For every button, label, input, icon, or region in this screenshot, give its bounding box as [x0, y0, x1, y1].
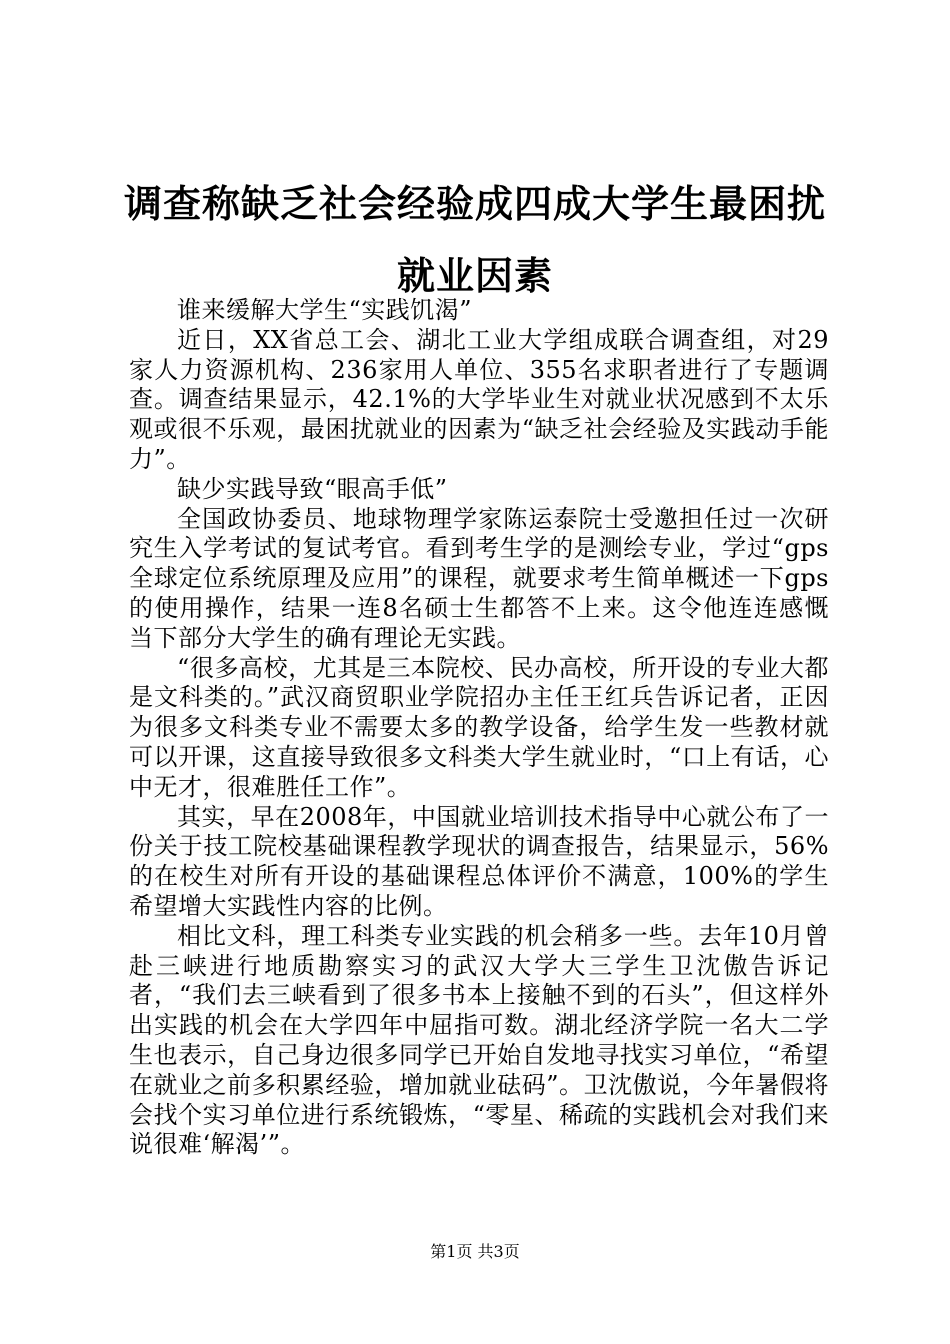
- subheading-practice-thirst: 谁来缓解大学生“实践饥渴”: [177, 296, 473, 324]
- paragraph-2008-report: 其实，早在2008年，中国就业培训技术指导中心就公布了一份关于技工院校基础课程教学现状的调查报告，结果显示，56%的在校生对所有开设的基础课程总体评价不满意，100%的学生希望增大实践性内容的比例。: [129, 802, 829, 920]
- paragraph-survey: 近日，XX省总工会、湖北工业大学组成联合调查组，对29家人力资源机构、236家用人单位、355名求职者进行了专题调查。调查结果显示，42.1%的大学毕业生对就业状况感到不太乐观或很不乐观，最困扰就业的因素为“缺乏社会经验及实践动手能力”。: [129, 325, 829, 473]
- paragraph-liberal-arts: “很多高校，尤其是三本院校、民办高校，所开设的专业大都是文科类的。”武汉商贸职业学院招办主任王红兵告诉记者，正因为很多文科类专业不需要太多的教学设备，给学生发一些教材就可以开课，这直接导致很多文科类大学生就业时，“口上有话，心中无才，很难胜任工作”。: [129, 653, 829, 801]
- document-title: 调查称缺乏社会经验成四成大学生最困扰就业因素: [123, 181, 826, 298]
- paragraph-science-students: 相比文科，理工科类专业实践的机会稍多一些。去年10月曾赴三峡进行地质勘察实习的武汉大学大三学生卫沈傲告诉记者，“我们去三峡看到了很多书本上接触不到的石头”，但这样外出实践的机会在大学四年中屈指可数。湖北经济学院一名大二学生也表示，自己身边很多同学已开始自发地寻找实习单位，“希望在就业之前多积累经验，增加就业砝码”。卫沈傲说，今年暑假将会找个实习单位进行系统锻炼，“零星、稀疏的实践机会对我们来说很难‘解渴’”。: [129, 921, 829, 1159]
- subheading-lack-of-practice: 缺少实践导致“眼高手低”: [177, 474, 448, 503]
- paragraph-academician: 全国政协委员、地球物理学家陈运泰院士受邀担任过一次研究生入学考试的复试考官。看到考生学的是测绘专业，学过“gps全球定位系统原理及应用”的课程，就要求考生简单概述一下gps的使用操作，结果一连8名硕士生都答不上来。这令他连连感慨当下部分大学生的确有理论无实践。: [129, 504, 829, 652]
- page-number-footer: 第1页 共3页: [430, 1242, 520, 1261]
- document-body: [129, 296, 829, 1160]
